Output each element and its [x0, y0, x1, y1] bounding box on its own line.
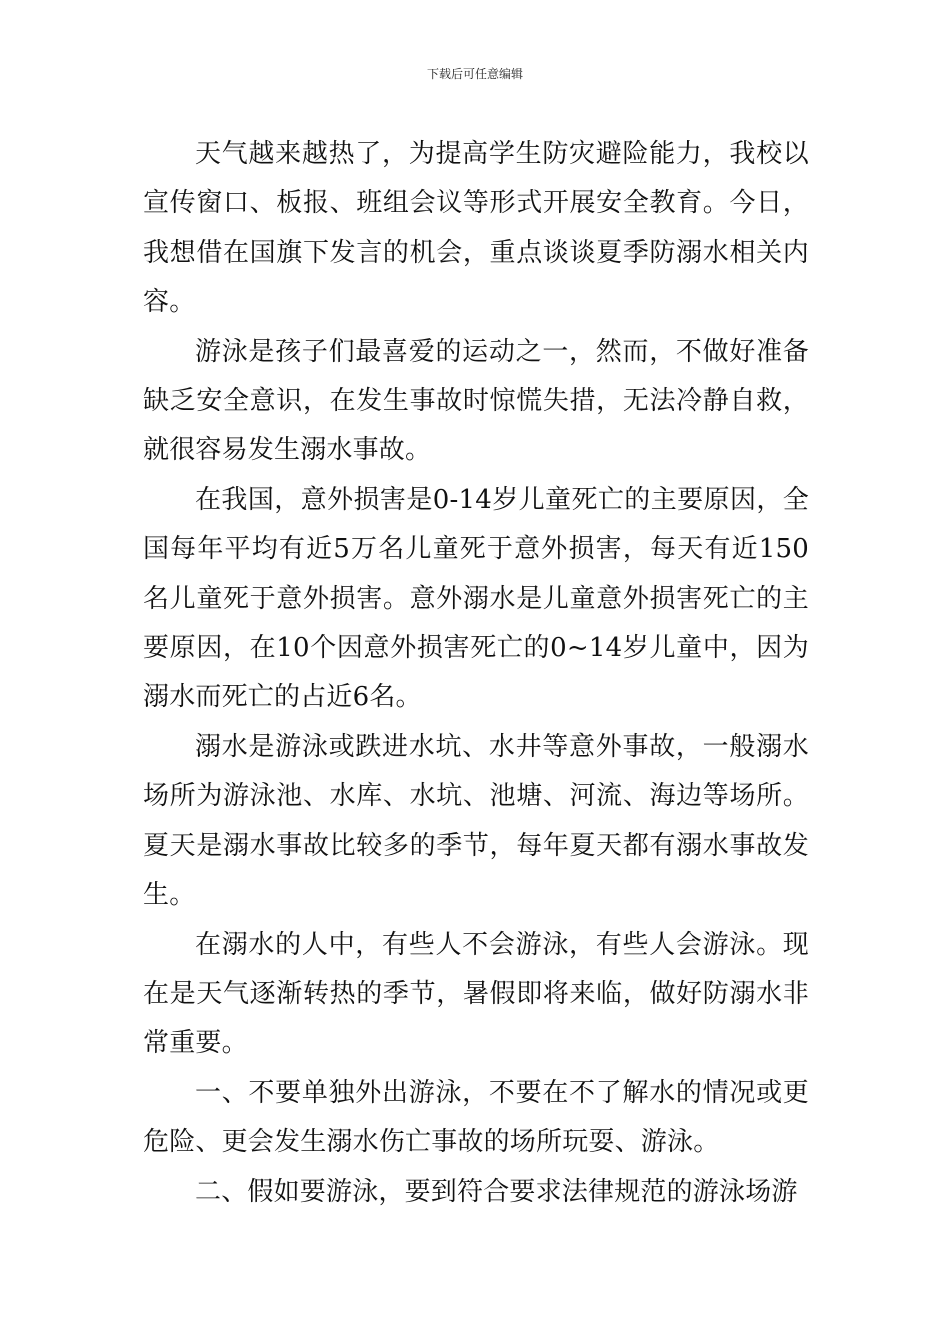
document-body — [143, 130, 809, 1217]
paragraph-7: 二、假如要游泳，要到符合要求法律规范的游泳场游 — [195, 1176, 798, 1207]
paragraph-4: 溺水是游泳或跌进水坑、水井等意外事故，一般溺水场所为游泳池、水库、水坑、池塘、河流、海边等场所。夏天是溺水事故比较多的季节，每年夏天都有溺水事故发生。 — [143, 731, 809, 911]
paragraph-3: 在我国，意外损害是0-14岁儿童死亡的主要原因，全国每年平均有近5万名儿童死于意外损害，每天有近150名儿童死于意外损害。意外溺水是儿童意外损害死亡的主要原因，在10个因意外损害死亡的0~14岁儿童中，因为溺水而死亡的占近6名。 — [143, 484, 809, 713]
paragraph-6: 一、不要单独外出游泳，不要在不了解水的情况或更危险、更会发生溺水伤亡事故的场所玩耍、游泳。 — [143, 1077, 809, 1158]
paragraph-1: 天气越来越热了，为提高学生防灾避险能力，我校以宣传窗口、板报、班组会议等形式开展安全教育。今日，我想借在国旗下发言的机会，重点谈谈夏季防溺水相关内容。 — [143, 139, 809, 318]
paragraph-2: 游泳是孩子们最喜爱的运动之一，然而，不做好准备缺乏安全意识，在发生事故时惊慌失措，无法冷静自救，就很容易发生溺水事故。 — [143, 336, 809, 466]
paragraph-5: 在溺水的人中，有些人不会游泳，有些人会游泳。现在是天气逐渐转热的季节，暑假即将来临，做好防溺水非常重要。 — [143, 929, 809, 1059]
page-header: 下载后可任意编辑 — [426, 67, 523, 81]
